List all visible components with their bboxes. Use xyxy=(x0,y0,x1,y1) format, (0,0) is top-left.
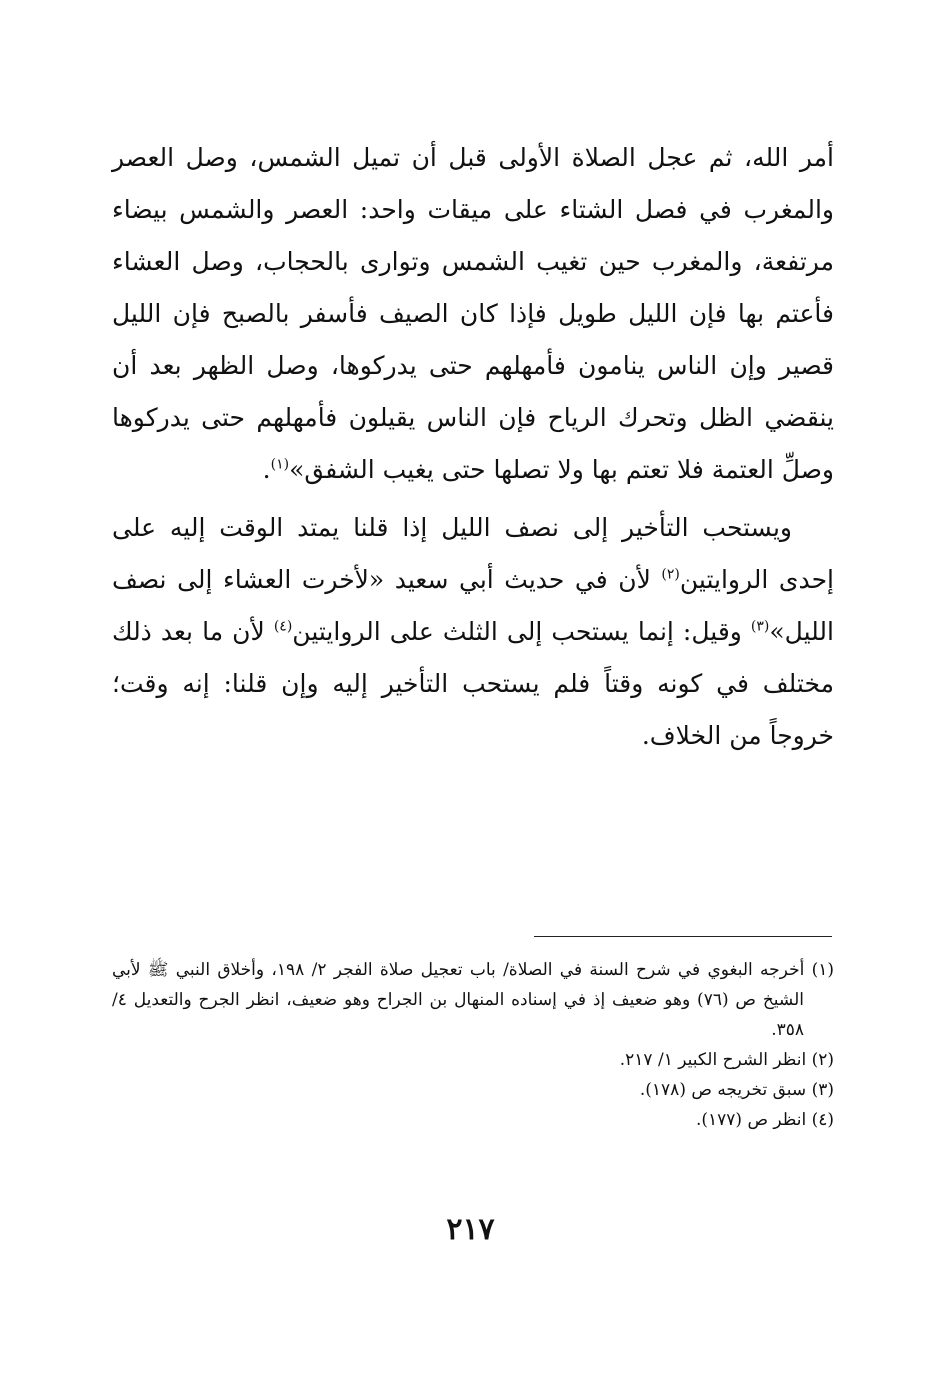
footnote-2: (٢) انظر الشرح الكبير ١/ ٢١٧. xyxy=(619,1050,834,1070)
paragraph-2-text-c: وقيل: إنما يستحب إلى الثلث على الروايتين xyxy=(292,617,751,646)
paragraph-2-text-b: لأن في حديث أبي سعيد «لأخرت العشاء إلى نصف الليل» xyxy=(112,565,834,646)
paragraph-1 xyxy=(112,132,834,496)
paragraph-2 xyxy=(112,502,834,762)
paragraph-2-text-a: ويستحب التأخير إلى نصف الليل إذا قلنا يمتد الوقت إليه على إحدى الروايتين xyxy=(112,513,834,594)
footnote-ref-3: (٣) xyxy=(750,618,770,635)
footnote-ref-2: (٢) xyxy=(661,566,680,583)
footnote-ref-1: (١) xyxy=(270,456,290,473)
footnote-divider xyxy=(534,936,832,937)
paragraph-2-text-d: لأن ما بعد ذلك مختلف في كونه وقتاً فلم يستحب التأخير إليه وإن قلنا: إنه وقت؛ خروجاً من الخلاف. xyxy=(112,617,834,750)
page-number: ٢١٧ xyxy=(446,1212,495,1247)
footnote-ref-4: (٤) xyxy=(273,618,293,635)
paragraph-1-text: أمر الله، ثم عجل الصلاة الأولى قبل أن تميل الشمس، وصل العصر والمغرب في فصل الشتاء على ميقات واحد: العصر والشمس بيضاء مرتفعة، والمغرب حين تغيب الشمس وتوارى بالحجاب، وصل العشاء فأعتم بها فإن الليل طويل فإذا كان الصيف فأسفر بالصبح فإن الليل قصير وإن الناس ينامون فأمهلهم حتى يدركوها، وصل الظهر بعد أن ينقضي الظل وتحرك الرياح فإن الناس يقيلون فأمهلهم حتى يدركوها وصلِّ العتمة فلا تعتم بها ولا تصلها حتى يغيب الشفق» xyxy=(112,143,834,484)
footnotes xyxy=(112,955,834,1135)
footnote-4: (٤) انظر ص (١٧٧). xyxy=(695,1110,834,1130)
footnote-1: (١) أخرجه البغوي في شرح السنة في الصلاة/ باب تعجيل صلاة الفجر ٢/ ١٩٨، وأخلاق النبي ﷺ لأبي الشيخ ص (٧٦) وهو ضعيف إذ في إسناده المنهال بن الجراح وهو ضعيف، انظر الجرح والتعديل ٤/ ٣٥٨. xyxy=(112,960,834,1040)
main-text xyxy=(112,132,834,762)
footnote-3: (٣) سبق تخريجه ص (١٧٨). xyxy=(639,1080,834,1100)
paragraph-1-end: . xyxy=(262,455,271,484)
